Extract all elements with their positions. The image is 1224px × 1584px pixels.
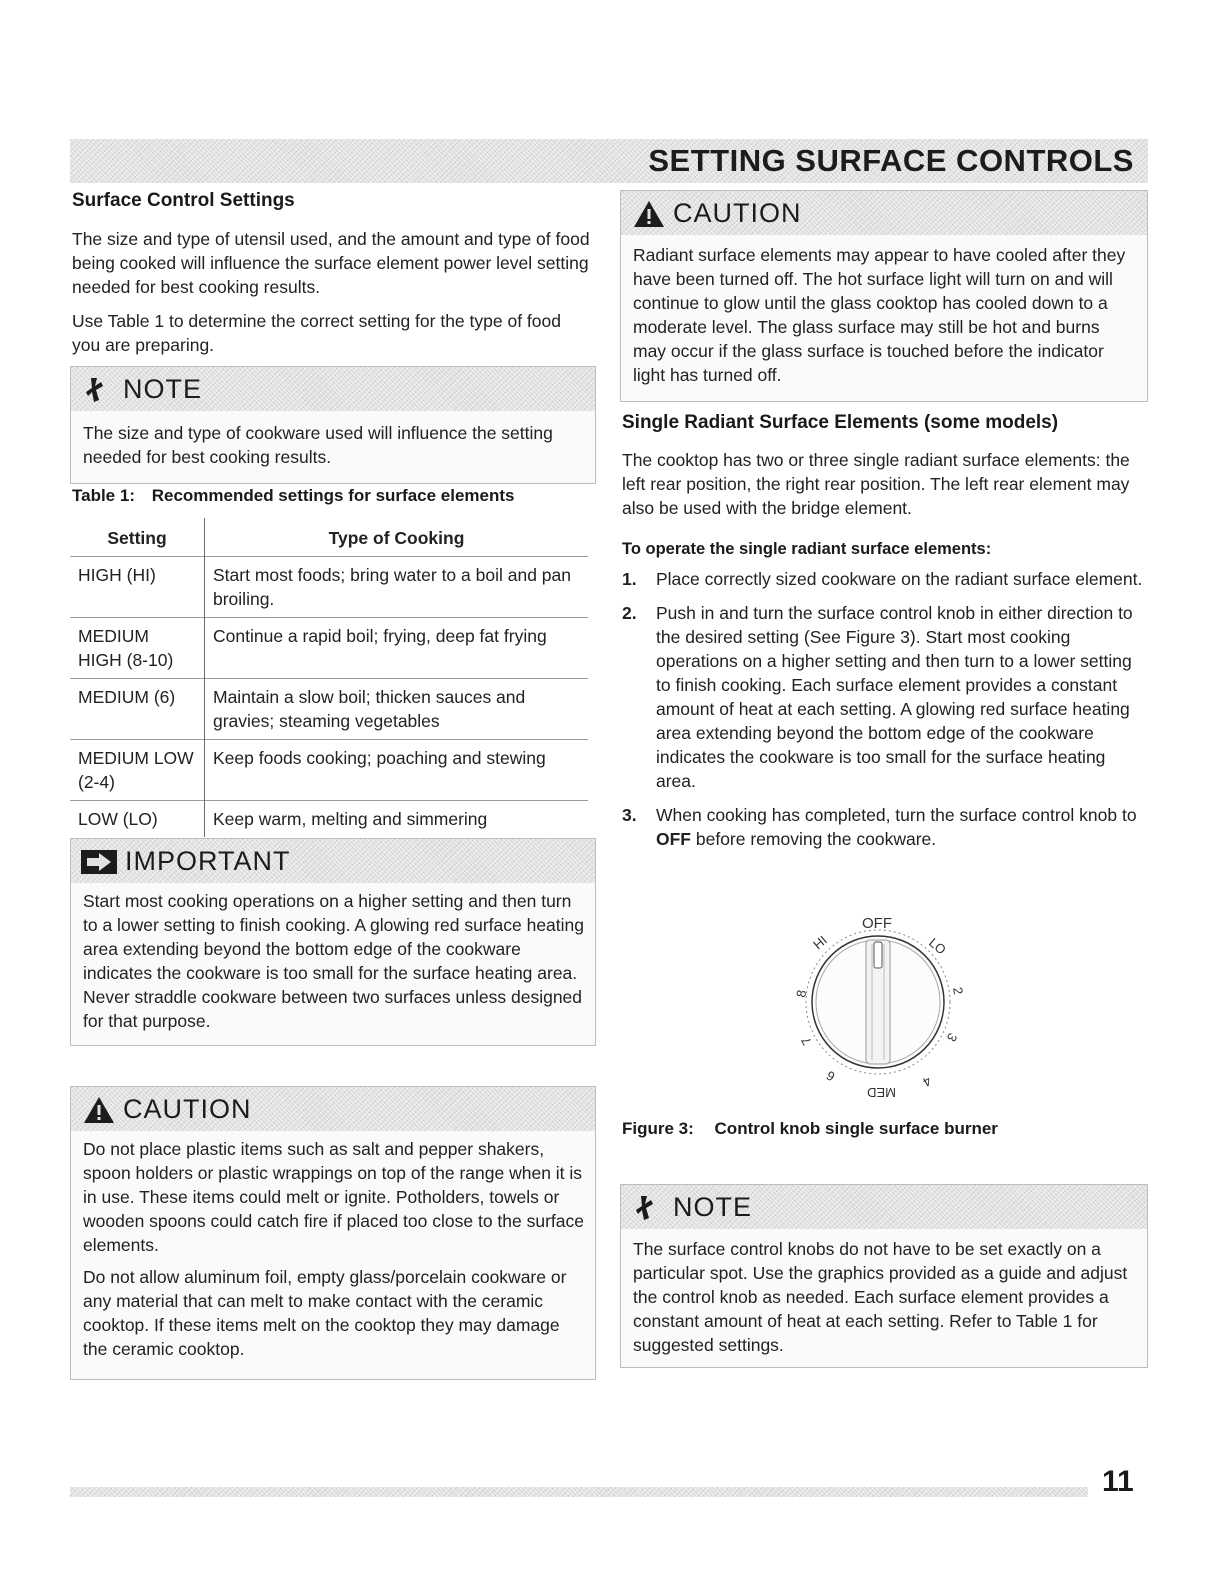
cooking-type-cell: Start most foods; bring water to a boil and pan broiling. (205, 557, 589, 618)
list-item (622, 601, 1148, 793)
step-text: When cooking has completed, turn the surface control knob to OFF before removing the cookware. (656, 805, 1137, 849)
cooking-type-cell: Continue a rapid boil; frying, deep fat frying (205, 618, 589, 679)
table-row (70, 740, 588, 801)
intro-paragraph: The size and type of utensil used, and the amount and type of food being cooked will influence the surface element power level setting needed for best cooking results. (72, 229, 590, 297)
note-header (621, 1185, 1147, 1229)
setting-cell: LOW (LO) (70, 801, 205, 838)
setting-cell: MEDIUM (6) (70, 679, 205, 740)
knob-label-lo: LO (926, 934, 949, 958)
operation-steps-list (622, 567, 1148, 851)
step-text: Place correctly sized cookware on the radiant surface element. (656, 569, 1143, 589)
important-text: Start most cooking operations on a higher setting and then turn to a lower setting to finish cooking. A glowing red surface heating area extending beyond the bottom edge of the cookware indicates the cookware is too small for the surface heating area. Never straddle cookware between two surfaces unless designed for that purpose. (83, 891, 584, 1031)
note-box-left (70, 366, 596, 484)
setting-cell: MEDIUM LOW (2-4) (70, 740, 205, 801)
important-box (70, 838, 596, 1046)
single-radiant-heading: Single Radiant Surface Elements (some models) (622, 412, 1059, 433)
important-title: IMPORTANT (125, 846, 291, 876)
knob-label-off: OFF (862, 915, 892, 932)
knob-label-8: 8 (793, 988, 810, 999)
caution-box-right (620, 190, 1148, 402)
note-title: NOTE (673, 1192, 753, 1222)
knob-label-4: 4 (920, 1073, 934, 1091)
step-text: Push in and turn the surface control knob in either direction to the desired setting (See Figure 3). Start most cooking operations on a higher setting and then turn to a lower setting to finish cooking. Each surface element provides a constant amount of heat at each setting. A glowing red surface heating area extending beyond the bottom edge of the cookware indicates the cookware is too small for the surface heating area. (656, 603, 1133, 791)
figure-label: Figure 3: (622, 1119, 694, 1138)
table-caption-text: Recommended settings for surface elements (151, 486, 515, 505)
section-header-bar (70, 139, 1148, 183)
figure-text: Control knob single surface burner (714, 1119, 998, 1138)
table-header-row (70, 518, 588, 557)
table-row (70, 679, 588, 740)
single-radiant-paragraph: The cooktop has two or three single radiant surface elements: the left rear position, the right rear position. The left rear element may also be used with the bridge element. (622, 450, 1130, 518)
caution-paragraph: Do not place plastic items such as salt and pepper shakers, spoon holders or plastic wrappings on top of the range when it is in use. These items could melt or ignite. Potholders, towels or wooden spoons could catch fire if placed too close to the surface elements. (83, 1139, 584, 1255)
note-header (71, 367, 595, 411)
caution-header (71, 1087, 595, 1131)
knob-label-3: 3 (943, 1030, 961, 1045)
page-title: SETTING SURFACE CONTROLS (648, 143, 1134, 178)
knob-label-2: 2 (950, 985, 967, 996)
cooking-type-cell: Keep foods cooking; poaching and stewing (205, 740, 589, 801)
operate-subheading: To operate the single radiant surface elements: (622, 540, 992, 558)
setting-cell: HIGH (HI) (70, 557, 205, 618)
column-header-type: Type of Cooking (328, 528, 465, 548)
note-pencil-icon (85, 376, 107, 404)
left-column (72, 190, 592, 357)
note-text: The size and type of cookware used will influence the setting needed for best cooking results. (83, 423, 553, 467)
cooking-type-cell: Maintain a slow boil; thicken sauces and gravies; steaming vegetables (205, 679, 589, 740)
knob-label-7: 7 (797, 1034, 815, 1048)
step-number: 2. (622, 603, 637, 623)
table-caption (72, 486, 592, 506)
caution-body (71, 1131, 595, 1369)
important-header (71, 839, 595, 883)
note-box-right (620, 1184, 1148, 1368)
table-caption-label: Table 1: (72, 486, 135, 505)
table-row (70, 557, 588, 618)
column-header-setting: Setting (70, 518, 205, 557)
list-item (622, 803, 1148, 851)
caution-paragraph: Do not allow aluminum foil, empty glass/porcelain cookware or any material that can melt to make contact with the ceramic cooktop. If these items melt on the cooktop they may damage the ceramic cooktop. (83, 1267, 567, 1359)
note-pencil-icon (635, 1194, 657, 1222)
important-arrow-icon (81, 848, 119, 876)
right-column (622, 412, 1148, 861)
caution-header (621, 191, 1147, 235)
page-number: 11 (1102, 1465, 1134, 1498)
knob-pointer (874, 942, 882, 968)
caution-title: CAUTION (673, 198, 802, 228)
recommended-settings-table (70, 518, 588, 837)
note-title: NOTE (123, 374, 203, 404)
table-reference-paragraph: Use Table 1 to determine the correct setting for the type of food you are preparing. (72, 311, 561, 355)
knob-label-hi: HI (810, 932, 830, 953)
off-keyword: OFF (656, 829, 691, 849)
caution-text: Radiant surface elements may appear to have cooled after they have been turned off. The hot surface light will turn on and will continue to glow until the glass cooktop has cooled down to a moderate level. The glass surface may still be hot and burns may occur if the glass surface is touched before the indicator light has turned off. (633, 245, 1126, 385)
step-number: 1. (622, 569, 637, 589)
footer-bar (70, 1487, 1088, 1497)
surface-control-settings-heading: Surface Control Settings (72, 190, 295, 211)
table-row (70, 618, 588, 679)
step-number: 3. (622, 805, 637, 825)
figure-caption (622, 1119, 998, 1139)
note-text: The surface control knobs do not have to be set exactly on a particular spot. Use the graphics provided as a guide and adjust the control knob as needed. Each surface element provides a constant amount of heat at each setting. Refer to Table 1 for suggested settings. (633, 1239, 1128, 1355)
caution-title: CAUTION (123, 1094, 252, 1124)
table-row (70, 801, 588, 838)
cooking-type-cell: Keep warm, melting and simmering (205, 801, 589, 838)
knob-label-6: 6 (823, 1067, 838, 1085)
warning-triangle-icon (633, 200, 665, 228)
control-knob-figure (778, 904, 988, 1104)
warning-triangle-icon (83, 1096, 115, 1124)
list-item (622, 567, 1148, 591)
caution-box-left (70, 1086, 596, 1380)
setting-cell: MEDIUM HIGH (8-10) (70, 618, 205, 679)
knob-label-med: MED (867, 1085, 896, 1100)
